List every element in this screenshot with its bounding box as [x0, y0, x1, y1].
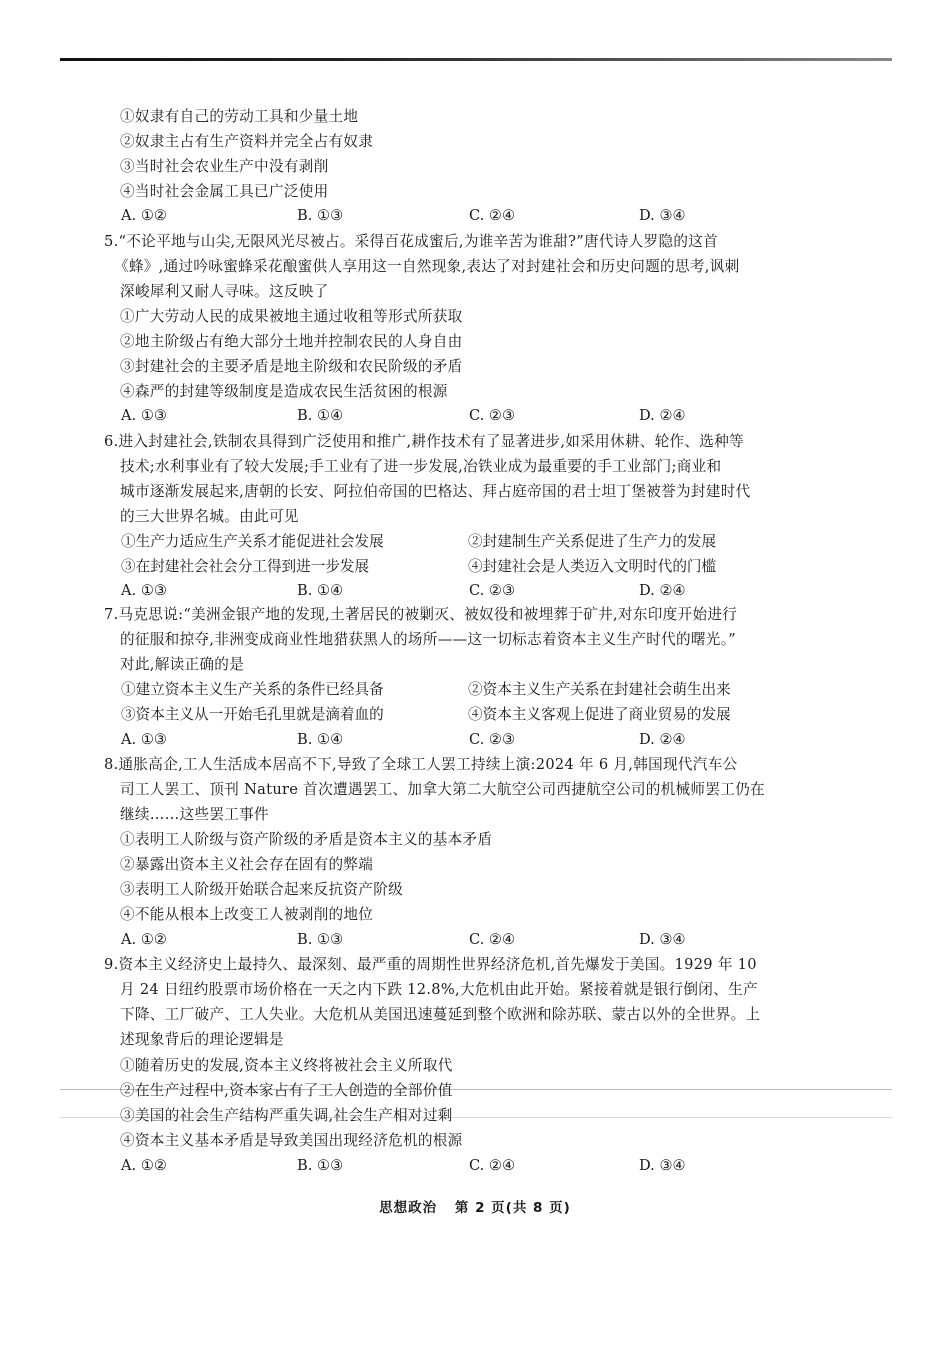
- question-stem: 对此,解读正确的是: [120, 656, 245, 673]
- statement: ①奴隶有自己的劳动工具和少量土地: [120, 108, 359, 125]
- statement: ④封建社会是人类迈入文明时代的门槛: [468, 558, 717, 575]
- choice-d: D. ③④: [639, 207, 686, 224]
- statement: ④不能从根本上改变工人被剥削的地位: [120, 906, 374, 923]
- choice-d: D. ③④: [639, 1157, 686, 1174]
- choice-a: A. ①③: [121, 582, 167, 599]
- statement: ③在封建社会社会分工得到进一步发展: [121, 558, 370, 575]
- choice-b: B. ①③: [297, 931, 344, 948]
- statement: ②封建制生产关系促进了生产力的发展: [468, 533, 717, 550]
- statement: ③美国的社会生产结构严重失调,社会生产相对过剩: [120, 1107, 453, 1124]
- statement: ②在生产过程中,资本家占有了工人创造的全部价值: [120, 1082, 453, 1099]
- statement: ①生产力适应生产关系才能促进社会发展: [121, 533, 384, 550]
- question-stem: 城市逐渐发展起来,唐朝的长安、阿拉伯帝国的巴格达、拜占庭帝国的君士坦丁堡被誉为封建时代: [120, 483, 751, 500]
- header-rule: [60, 58, 892, 61]
- footer-subject: 思想政治: [379, 1200, 438, 1216]
- choice-d: D. ③④: [639, 931, 686, 948]
- choice-b: B. ①③: [297, 1157, 344, 1174]
- statement: ③封建社会的主要矛盾是地主阶级和农民阶级的矛盾: [120, 358, 463, 375]
- choice-a: A. ①③: [121, 731, 167, 748]
- choice-d: D. ②④: [639, 582, 686, 599]
- statement: ③表明工人阶级开始联合起来反抗资产阶级: [120, 881, 403, 898]
- statement: ③当时社会农业生产中没有剥削: [120, 158, 329, 175]
- choice-b: B. ①④: [297, 582, 344, 599]
- footer-page-number: 第 2 页(共 8 页): [454, 1200, 571, 1216]
- choice-a: A. ①②: [121, 931, 167, 948]
- statement: ①随着历史的发展,资本主义终将被社会主义所取代: [120, 1057, 453, 1074]
- choice-c: C. ②③: [469, 582, 516, 599]
- choice-c: C. ②③: [469, 731, 516, 748]
- question-stem: 9.资本主义经济史上最持久、最深刻、最严重的周期性世界经济危机,首先爆发于美国。1929 年 10: [104, 956, 757, 973]
- statement: ②地主阶级占有绝大部分土地并控制农民的人身自由: [120, 333, 463, 350]
- page-footer: [0, 1196, 950, 1216]
- choice-c: C. ②③: [469, 407, 516, 424]
- statement: ②资本主义生产关系在封建社会萌生出来: [468, 681, 731, 698]
- question-stem: 5.“不论平地与山尖,无限风光尽被占。采得百花成蜜后,为谁辛苦为谁甜?”唐代诗人罗隐的这首: [104, 233, 719, 250]
- question-stem: 深峻犀利又耐人寻味。这反映了: [120, 283, 329, 300]
- question-stem: 的三大世界名城。由此可见: [120, 508, 299, 525]
- question-stem: 下降、工厂破产、工人失业。大危机从美国迅速蔓延到整个欧洲和除苏联、蒙古以外的全世界。上: [120, 1006, 761, 1023]
- choice-c: C. ②④: [469, 1157, 516, 1174]
- question-stem: 月 24 日纽约股票市场价格在一天之内下跌 12.8%,大危机由此开始。紧接着就是银行倒闭、生产: [120, 981, 758, 998]
- question-stem: 继续……这些罢工事件: [120, 806, 269, 823]
- choice-d: D. ②④: [639, 407, 686, 424]
- question-stem: 技术;水利事业有了较大发展;手工业有了进一步发展,冶铁业成为最重要的手工业部门;商业和: [120, 458, 722, 475]
- question-stem: 6.进入封建社会,铁制农具得到广泛使用和推广,耕作技术有了显著进步,如采用休耕、轮作、选种等: [104, 433, 744, 450]
- question-stem: 述现象背后的理论逻辑是: [120, 1031, 284, 1048]
- statement: ①建立资本主义生产关系的条件已经具备: [121, 681, 384, 698]
- statement: ②暴露出资本主义社会存在固有的弊端: [120, 856, 374, 873]
- statement: ④资本主义客观上促进了商业贸易的发展: [468, 706, 731, 723]
- statement: ④森严的封建等级制度是造成农民生活贫困的根源: [120, 383, 448, 400]
- question-stem: 《蜂》,通过吟咏蜜蜂采花酿蜜供人享用这一自然现象,表达了对封建社会和历史问题的思考,讽刺: [114, 258, 740, 275]
- question-stem: 8.通胀高企,工人生活成本居高不下,导致了全球工人罢工持续上演:2024 年 6 月,韩国现代汽车公: [104, 756, 738, 773]
- statement: ④当时社会金属工具已广泛使用: [120, 183, 329, 200]
- question-stem: 7.马克思说:“美洲金银产地的发现,土著居民的被剿灭、被奴役和被埋葬于矿井,对东印度开始进行: [104, 606, 738, 623]
- question-stem: 司工人罢工、顶刊 Nature 首次遭遇罢工、加拿大第二大航空公司西捷航空公司的机械师罢工仍在: [120, 781, 765, 798]
- choice-b: B. ①③: [297, 207, 344, 224]
- statement: ①广大劳动人民的成果被地主通过收租等形式所获取: [120, 308, 463, 325]
- question-stem: 的征服和掠夺,非洲变成商业性地猎获黑人的场所——这一切标志着资本主义生产时代的曙光。”: [120, 631, 737, 648]
- choice-b: B. ①④: [297, 407, 344, 424]
- statement: ②奴隶主占有生产资料并完全占有奴隶: [120, 133, 374, 150]
- choice-a: A. ①②: [121, 1157, 167, 1174]
- choice-b: B. ①④: [297, 731, 344, 748]
- statement: ③资本主义从一开始毛孔里就是滴着血的: [121, 706, 384, 723]
- statement: ①表明工人阶级与资产阶级的矛盾是资本主义的基本矛盾: [120, 831, 493, 848]
- choice-a: A. ①②: [121, 207, 167, 224]
- choice-d: D. ②④: [639, 731, 686, 748]
- choice-c: C. ②④: [469, 207, 516, 224]
- choice-c: C. ②④: [469, 931, 516, 948]
- statement: ④资本主义基本矛盾是导致美国出现经济危机的根源: [120, 1132, 463, 1149]
- choice-a: A. ①③: [121, 407, 167, 424]
